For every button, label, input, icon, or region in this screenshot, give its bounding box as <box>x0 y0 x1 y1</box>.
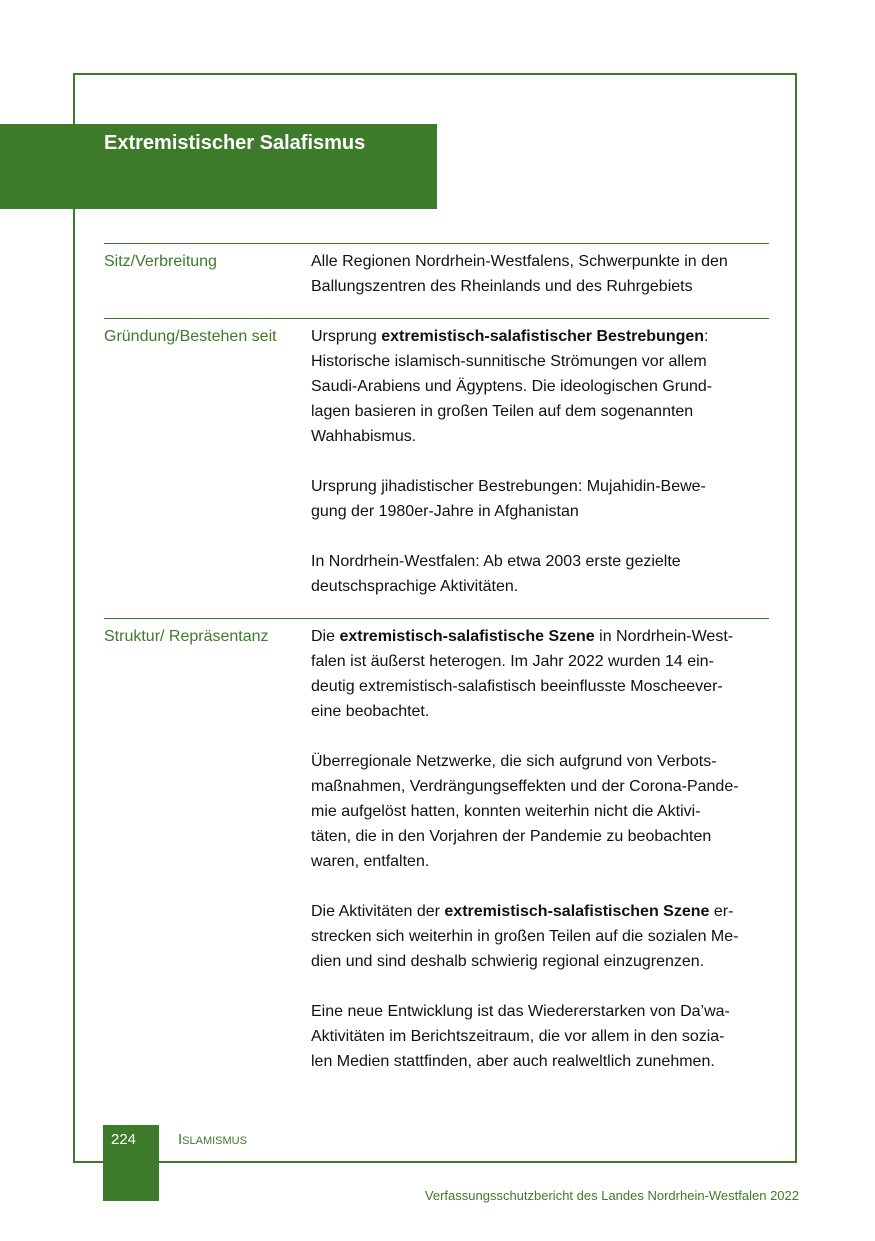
section-label: Sitz/Verbreitung <box>104 253 217 270</box>
section-sitz <box>104 243 769 318</box>
text-line: maßnahmen, Verdrängungseffekten und der Corona-Pande- <box>311 778 739 795</box>
text-fragment: Ursprung <box>311 328 382 345</box>
text-line: mie aufgelöst hatten, konnten weiterhin nicht die Aktivi- <box>311 803 701 820</box>
text-fragment: Die Aktivitäten der <box>311 903 445 920</box>
text-line: Eine neue Entwicklung ist das Wiedererstarken von Da’wa- <box>311 1003 730 1020</box>
section-struktur <box>104 618 769 1078</box>
publication-footer: Verfassungsschutzbericht des Landes Nordrhein-Westfalen 2022 <box>424 1188 799 1203</box>
section-name-initial: I <box>178 1131 183 1148</box>
text-line: Überregionale Netzwerke, die sich aufgrund von Verbots- <box>311 753 717 770</box>
text-fragment: er- <box>709 903 734 920</box>
text-line: lagen basieren in großen Teilen auf dem sogenannten <box>311 403 694 420</box>
text-line: Historische islamisch-sunnitische Strömungen vor allem <box>311 353 707 370</box>
section-content <box>311 624 773 1074</box>
section-gruendung <box>104 318 769 618</box>
text-fragment: Die <box>311 628 340 645</box>
text-line <box>311 624 773 649</box>
page-number: 224 <box>111 1131 137 1148</box>
text-line: In Nordrhein-Westfalen: Ab etwa 2003 erste gezielte <box>311 553 681 570</box>
emphasis-text: extremistisch-salafistische Szene <box>339 628 595 645</box>
text-line: waren, entfalten. <box>311 853 430 870</box>
running-section-name <box>178 1131 247 1150</box>
text-line: gung der 1980er-Jahre in Afghanistan <box>311 503 579 520</box>
text-line: len Medien stattfinden, aber auch realweltlich zunehmen. <box>311 1053 715 1070</box>
paragraph <box>311 549 773 599</box>
paragraph <box>311 999 773 1074</box>
section-name-rest: SLAMISMUS <box>182 1135 247 1147</box>
paragraph <box>311 749 773 874</box>
paragraph <box>311 624 773 724</box>
text-line: deutig extremistisch-salafistisch beeinflusste Moscheever- <box>311 678 723 695</box>
text-line: Aktivitäten im Berichtszeitraum, die vor allem in den sozia- <box>311 1028 725 1045</box>
paragraph <box>311 474 773 524</box>
text-line: strecken sich weiterhin in großen Teilen auf die sozialen Me- <box>311 928 739 945</box>
text-line: falen ist äußerst heterogen. Im Jahr 2022 wurden 14 ein- <box>311 653 714 670</box>
page-title: Extremistischer Salafismus <box>104 132 366 154</box>
text-line: Wahhabismus. <box>311 428 417 445</box>
paragraph <box>311 324 773 449</box>
section-label: Struktur/ Repräsentanz <box>104 628 269 645</box>
text-line: deutschsprachige Aktivitäten. <box>311 578 519 595</box>
section-label: Gründung/Bestehen seit <box>104 328 277 345</box>
text-line: Alle Regionen Nordrhein-Westfalens, Schwerpunkte in den <box>311 253 728 270</box>
text-line: Ballungszentren des Rheinlands und des Ruhrgebiets <box>311 278 693 295</box>
text-fragment: in Nordrhein-West- <box>594 628 734 645</box>
text-line <box>311 324 773 349</box>
section-content <box>311 324 773 599</box>
emphasis-text: extremistisch-salafistischer Bestrebungen <box>381 328 705 345</box>
section-content <box>311 249 773 299</box>
text-line: eine beobachtet. <box>311 703 430 720</box>
text-line: dien und sind deshalb schwierig regional einzugrenzen. <box>311 953 705 970</box>
text-line: täten, die in den Vorjahren der Pandemie zu beobachten <box>311 828 712 845</box>
paragraph <box>311 899 773 974</box>
text-fragment: : <box>704 328 709 345</box>
paragraph <box>311 249 773 299</box>
text-line <box>311 899 773 924</box>
text-line: Saudi-Arabiens und Ägyptens. Die ideologischen Grund- <box>311 378 713 395</box>
emphasis-text: extremistisch-salafistischen Szene <box>444 903 710 920</box>
text-line: Ursprung jihadistischer Bestrebungen: Mujahidin-Bewe- <box>311 478 706 495</box>
